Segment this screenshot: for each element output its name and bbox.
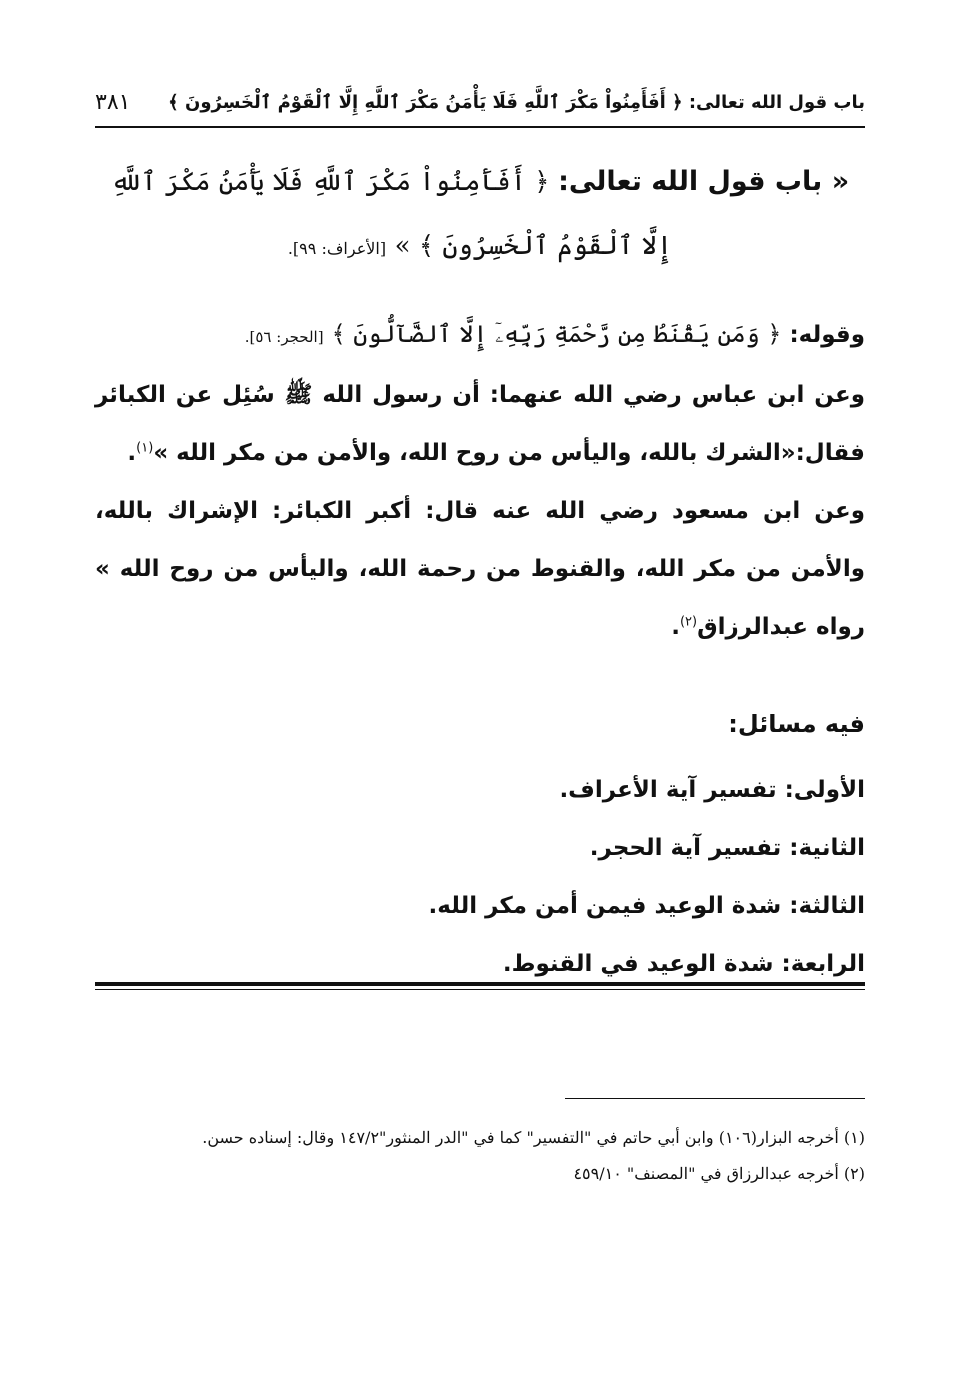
paragraph-end-mark: . [671, 614, 680, 640]
footnotes [95, 1120, 865, 1192]
hijr-verse-reference: [الحجر: ٥٦]. [244, 328, 324, 346]
chapter-label: « باب قول الله تعالى: [558, 166, 850, 197]
ibn-abbas-hadith: وعن ابن عباس رضي الله عنهما: أن رسول الله ﷺ سُئِل عن الكبائر فقال:«الشرك بالله، واليأس من روح الله، والأمن من مكر الله » [95, 382, 865, 466]
running-header [95, 82, 865, 122]
issues-title: فيه مسائل: [728, 710, 865, 738]
book-page [95, 60, 865, 1320]
issues-section [95, 695, 865, 993]
paragraph-ibn-abbas [95, 366, 865, 482]
paragraph-label: وقوله: [789, 322, 865, 348]
issue-item: الأولى: تفسير آية الأعراف. [559, 777, 865, 803]
header-rule [95, 126, 865, 128]
issue-item: الثانية: تفسير آية الحجر. [589, 835, 865, 861]
footnote-marker-1: (١) [136, 440, 154, 456]
chapter-verse: ﴿ أَفَأَمِنُواْ مَكْرَ ٱللَّهِ فَلَا يَأْمَنُ مَكْرَ ٱللَّهِ إِلَّا ٱلْقَوْمُ ٱلْخَسِرُونَ ﴾ » [110, 167, 673, 261]
ibn-masud-hadith: وعن ابن مسعود رضي الله عنه قال: أكبر الكبائر: الإشراك بالله، والأمن من مكر الله، والقنوط من رحمة الله، واليأس من روح الله » رواه عبدالرزاق [95, 498, 865, 640]
chapter-heading [95, 150, 865, 281]
page-number: ٣٨١ [95, 89, 131, 115]
footnote-separator [565, 1098, 865, 1099]
chapter-verse-reference: [الأعراف: ٩٩]. [287, 239, 387, 258]
footnote-1: (١) أخرجه البزار(١٠٦) وابن أبي حاتم في "التفسير" كما في "الدر المنثور"١٤٧/٢ وقال: إسناده حسن. [202, 1128, 865, 1147]
issue-item: الثالثة: شدة الوعيد فيمن أمن مكر الله. [428, 893, 865, 919]
running-header-title: باب قول الله تعالى: ﴿ أَفَأَمِنُواْ مَكْرَ ٱللَّهِ فَلَا يَأْمَنُ مَكْرَ ٱللَّهِ إِلَّا ٱلْقَوْمُ ٱلْخَسِرُونَ ﴾ [168, 91, 865, 113]
paragraph-end-mark: . [127, 440, 137, 466]
issues-list [95, 761, 865, 993]
body-text [95, 305, 865, 656]
paragraph-ibn-masud [95, 482, 865, 656]
paragraph-hijr-verse [95, 305, 865, 366]
footnote-2: (٢) أخرجه عبدالرزاق في "المصنف" ٤٥٩/١٠ [573, 1164, 865, 1183]
footnote-marker-2: (٢) [679, 614, 698, 630]
section-end-rule [95, 982, 865, 990]
issue-item: الرابعة: شدة الوعيد في القنوط. [502, 951, 865, 977]
hijr-verse: ﴿ وَمَن يَقْنَطُ مِن رَّحْمَةِ رَبِّهِۦٓ إِلَّا ٱلضَّآلُّونَ ﴾ [331, 320, 782, 348]
